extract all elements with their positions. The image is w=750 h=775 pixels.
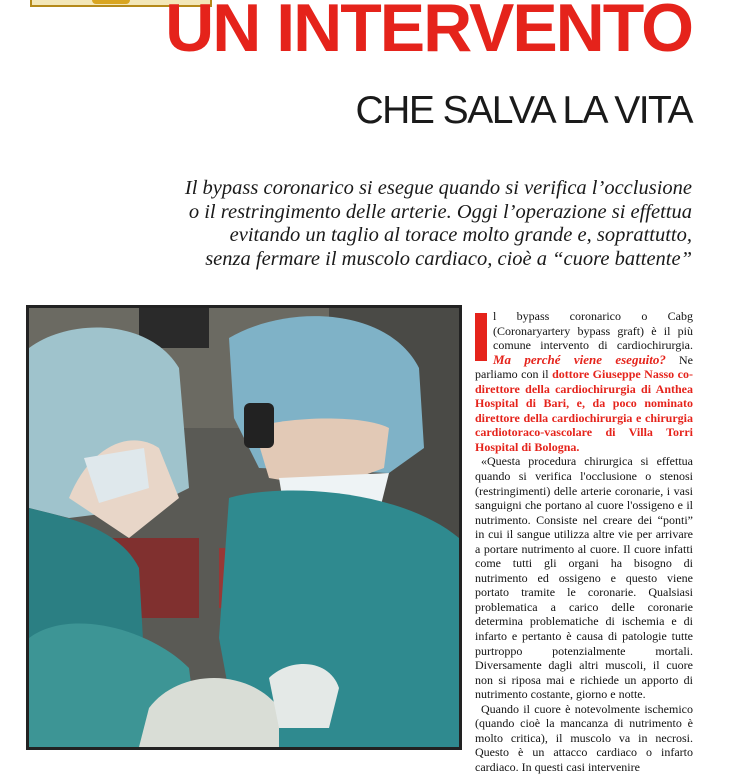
question-highlight: Ma perché viene eseguito? xyxy=(493,351,666,367)
surgery-photo xyxy=(26,305,462,750)
paragraph-text: Ne parliamo con il xyxy=(475,352,693,382)
article-paragraph xyxy=(475,309,693,454)
intro-line: Il bypass coronarico si esegue quando si verifica l’occlusione xyxy=(184,177,692,199)
intro-line: o il restringimento delle arterie. Oggi l’operazione si effettua xyxy=(188,200,692,223)
article-paragraph: «Questa procedura chirurgica si effettua quando si verifica l'occlusione o stenosi (restringimenti) delle arterie coronarie, i vasi sanguigni che portano al cuore l'ossigeno e il nutrimento. Consiste nel creare dei “ponti” in cui il sangue utilizza altre vie per arrivare a portare nutrimento al cuore. Il cuore infatti come tutti gli organi ha bisogno di nutrimento ed ossigeno e questo viene portato tramite le coronarie. Qualsiasi problematica a carico delle coronarie determina problematiche di ischemia e di infarto e pertanto è causa di patologie tutte purtroppo potenzialmente mortali. Diversamente dagli altri muscoli, il cuore non si riposa mai e richiede un apporto di nutrimento costante, giorno e notte. xyxy=(475,454,693,702)
article-subheadline: CHE SALVA LA VITA xyxy=(355,89,692,132)
intro-line: evitando un taglio al torace molto grande e, soprattutto, xyxy=(229,224,692,246)
article-headline: UN INTERVENTO xyxy=(165,0,692,66)
intro-line: senza fermare il muscolo cardiaco, cioè a “cuore battente” xyxy=(205,247,692,270)
article-body xyxy=(475,309,693,775)
paragraph-text: l bypass coronarico o Cabg (Coronaryartery bypass graft) è il più comune intervento di cardiochirurgia. xyxy=(493,309,693,353)
article-paragraph: Quando il cuore è notevolmente ischemico (quando cioè la mancanza di nutrimento è molto critica), il muscolo va in necrosi. Questo è un attacco cardiaco o infarto cardiaco. In questi casi intervenire xyxy=(475,701,693,774)
drop-cap xyxy=(475,313,487,361)
doctor-highlight: dottore Giuseppe Nasso co-direttore della cardiochirurgia di Anthea Hospital di Bari, e, da poco nominato direttore della cardiochirurgia e chirurgia cardiotoraco-vascolare di Villa Torri Hospital di Bologna. xyxy=(475,367,693,454)
article-intro xyxy=(132,177,692,271)
